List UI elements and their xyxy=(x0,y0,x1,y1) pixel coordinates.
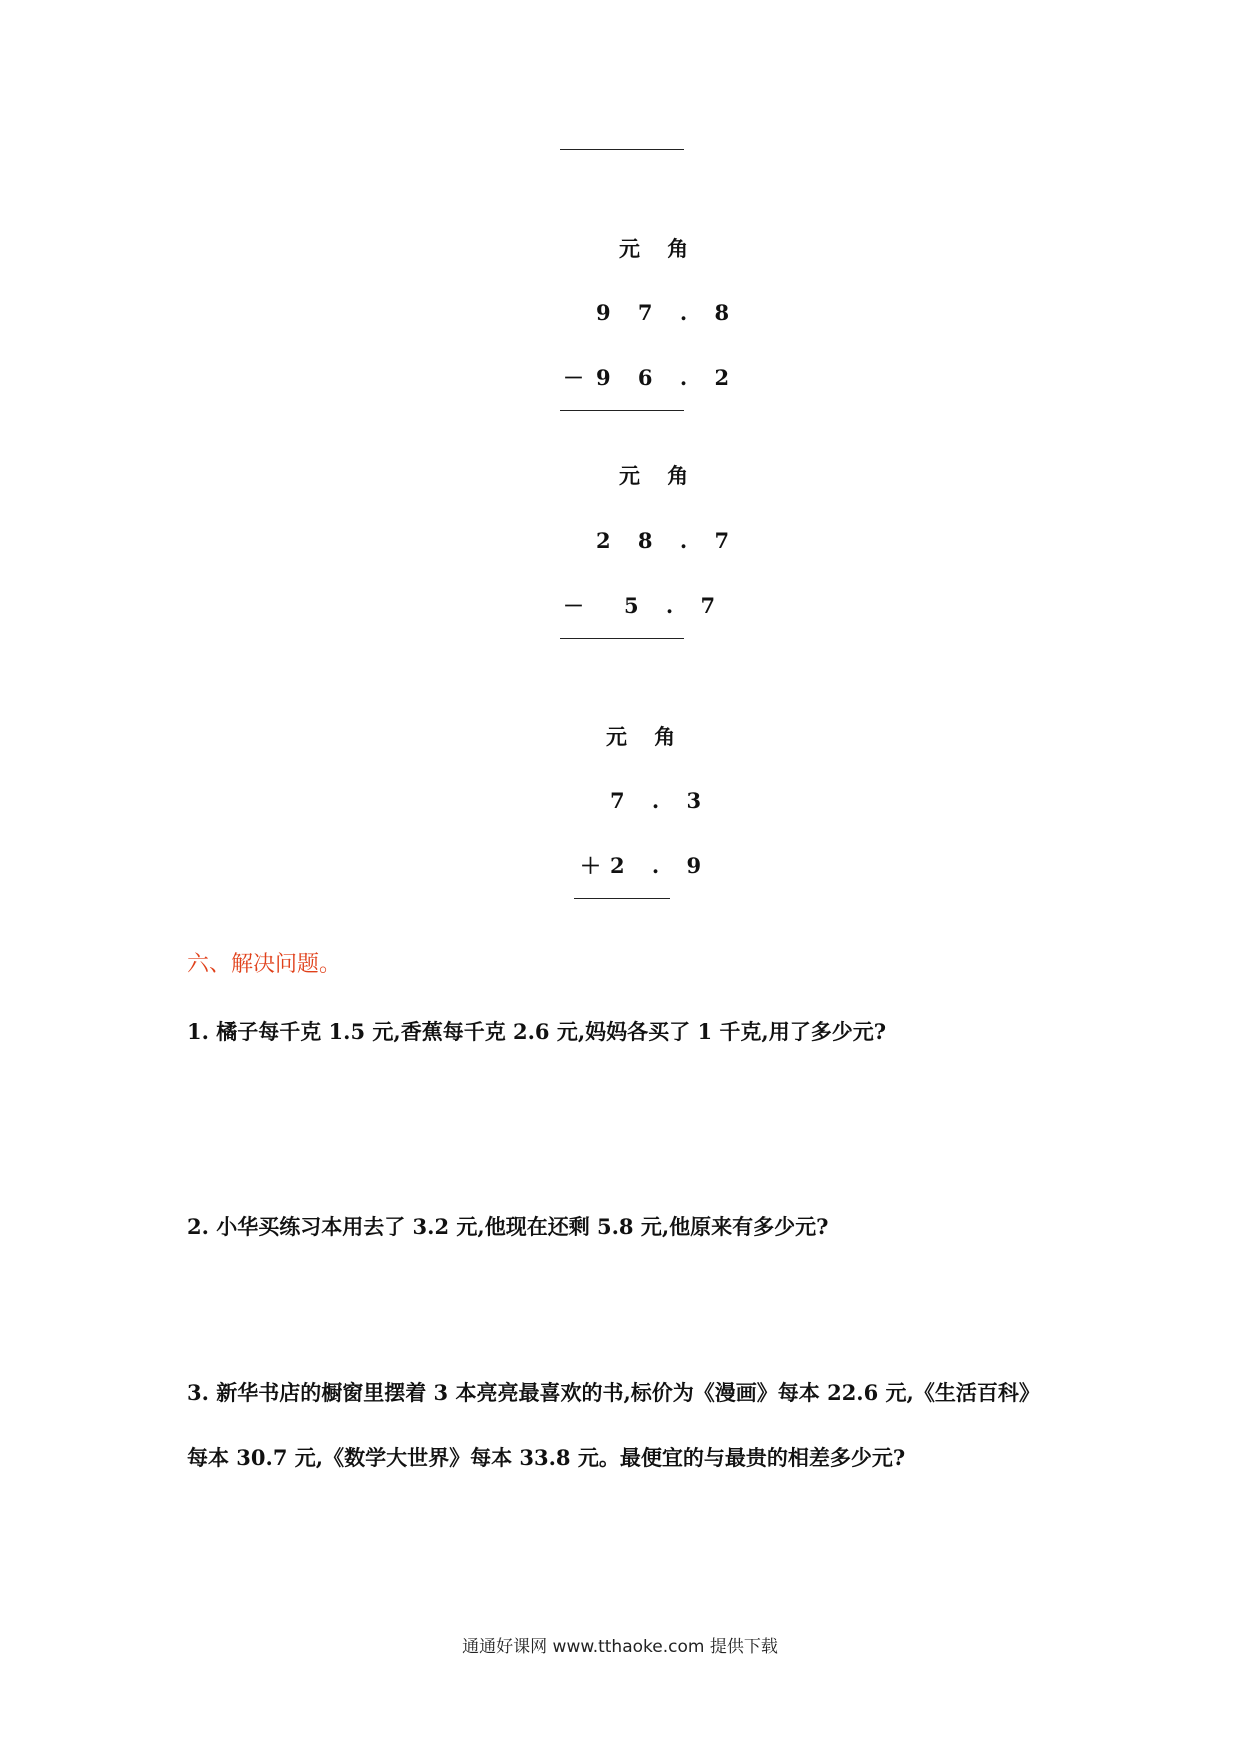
calc-2-operator: － xyxy=(563,593,594,618)
calc-3-operator: ＋ xyxy=(580,853,611,878)
answer-line-previous xyxy=(560,149,684,150)
calc-3-unit-header: 元 角 xyxy=(606,724,686,749)
section-title: 六、解决问题。 xyxy=(187,952,342,977)
page-footer: 通通好课网 www.tthaoke.com 提供下载 xyxy=(462,1637,778,1657)
calc-3-answer-line xyxy=(574,898,670,899)
calc-2-first-operand: 2 8 . 7 xyxy=(596,528,740,553)
question-3-line-2: 每本 30.7 元,《数学大世界》每本 33.8 元。最便宜的与最贵的相差多少元? xyxy=(187,1445,906,1470)
calc-3-first-operand: 7 . 3 xyxy=(610,788,712,813)
calc-1-unit-header: 元 角 xyxy=(619,236,699,261)
calc-1-second-operand: 9 6 . 2 xyxy=(596,365,740,390)
calc-1-first-operand: 9 7 . 8 xyxy=(596,300,740,325)
calc-3-second-operand: 2 . 9 xyxy=(610,853,712,878)
question-1: 1. 橘子每千克 1.5 元,香蕉每千克 2.6 元,妈妈各买了 1 千克,用了多少元? xyxy=(187,1019,887,1044)
calc-1-answer-line xyxy=(560,410,684,411)
calc-2-second-operand: 5 . 7 xyxy=(624,593,726,618)
calc-2-answer-line xyxy=(560,638,684,639)
question-2: 2. 小华买练习本用去了 3.2 元,他现在还剩 5.8 元,他原来有多少元? xyxy=(187,1214,829,1239)
question-3-line-1: 3. 新华书店的橱窗里摆着 3 本亮亮最喜欢的书,标价为《漫画》每本 22.6 元,《生活百科》 xyxy=(187,1380,1040,1405)
calc-2-unit-header: 元 角 xyxy=(619,463,699,488)
calc-1-operator: － xyxy=(563,365,594,390)
